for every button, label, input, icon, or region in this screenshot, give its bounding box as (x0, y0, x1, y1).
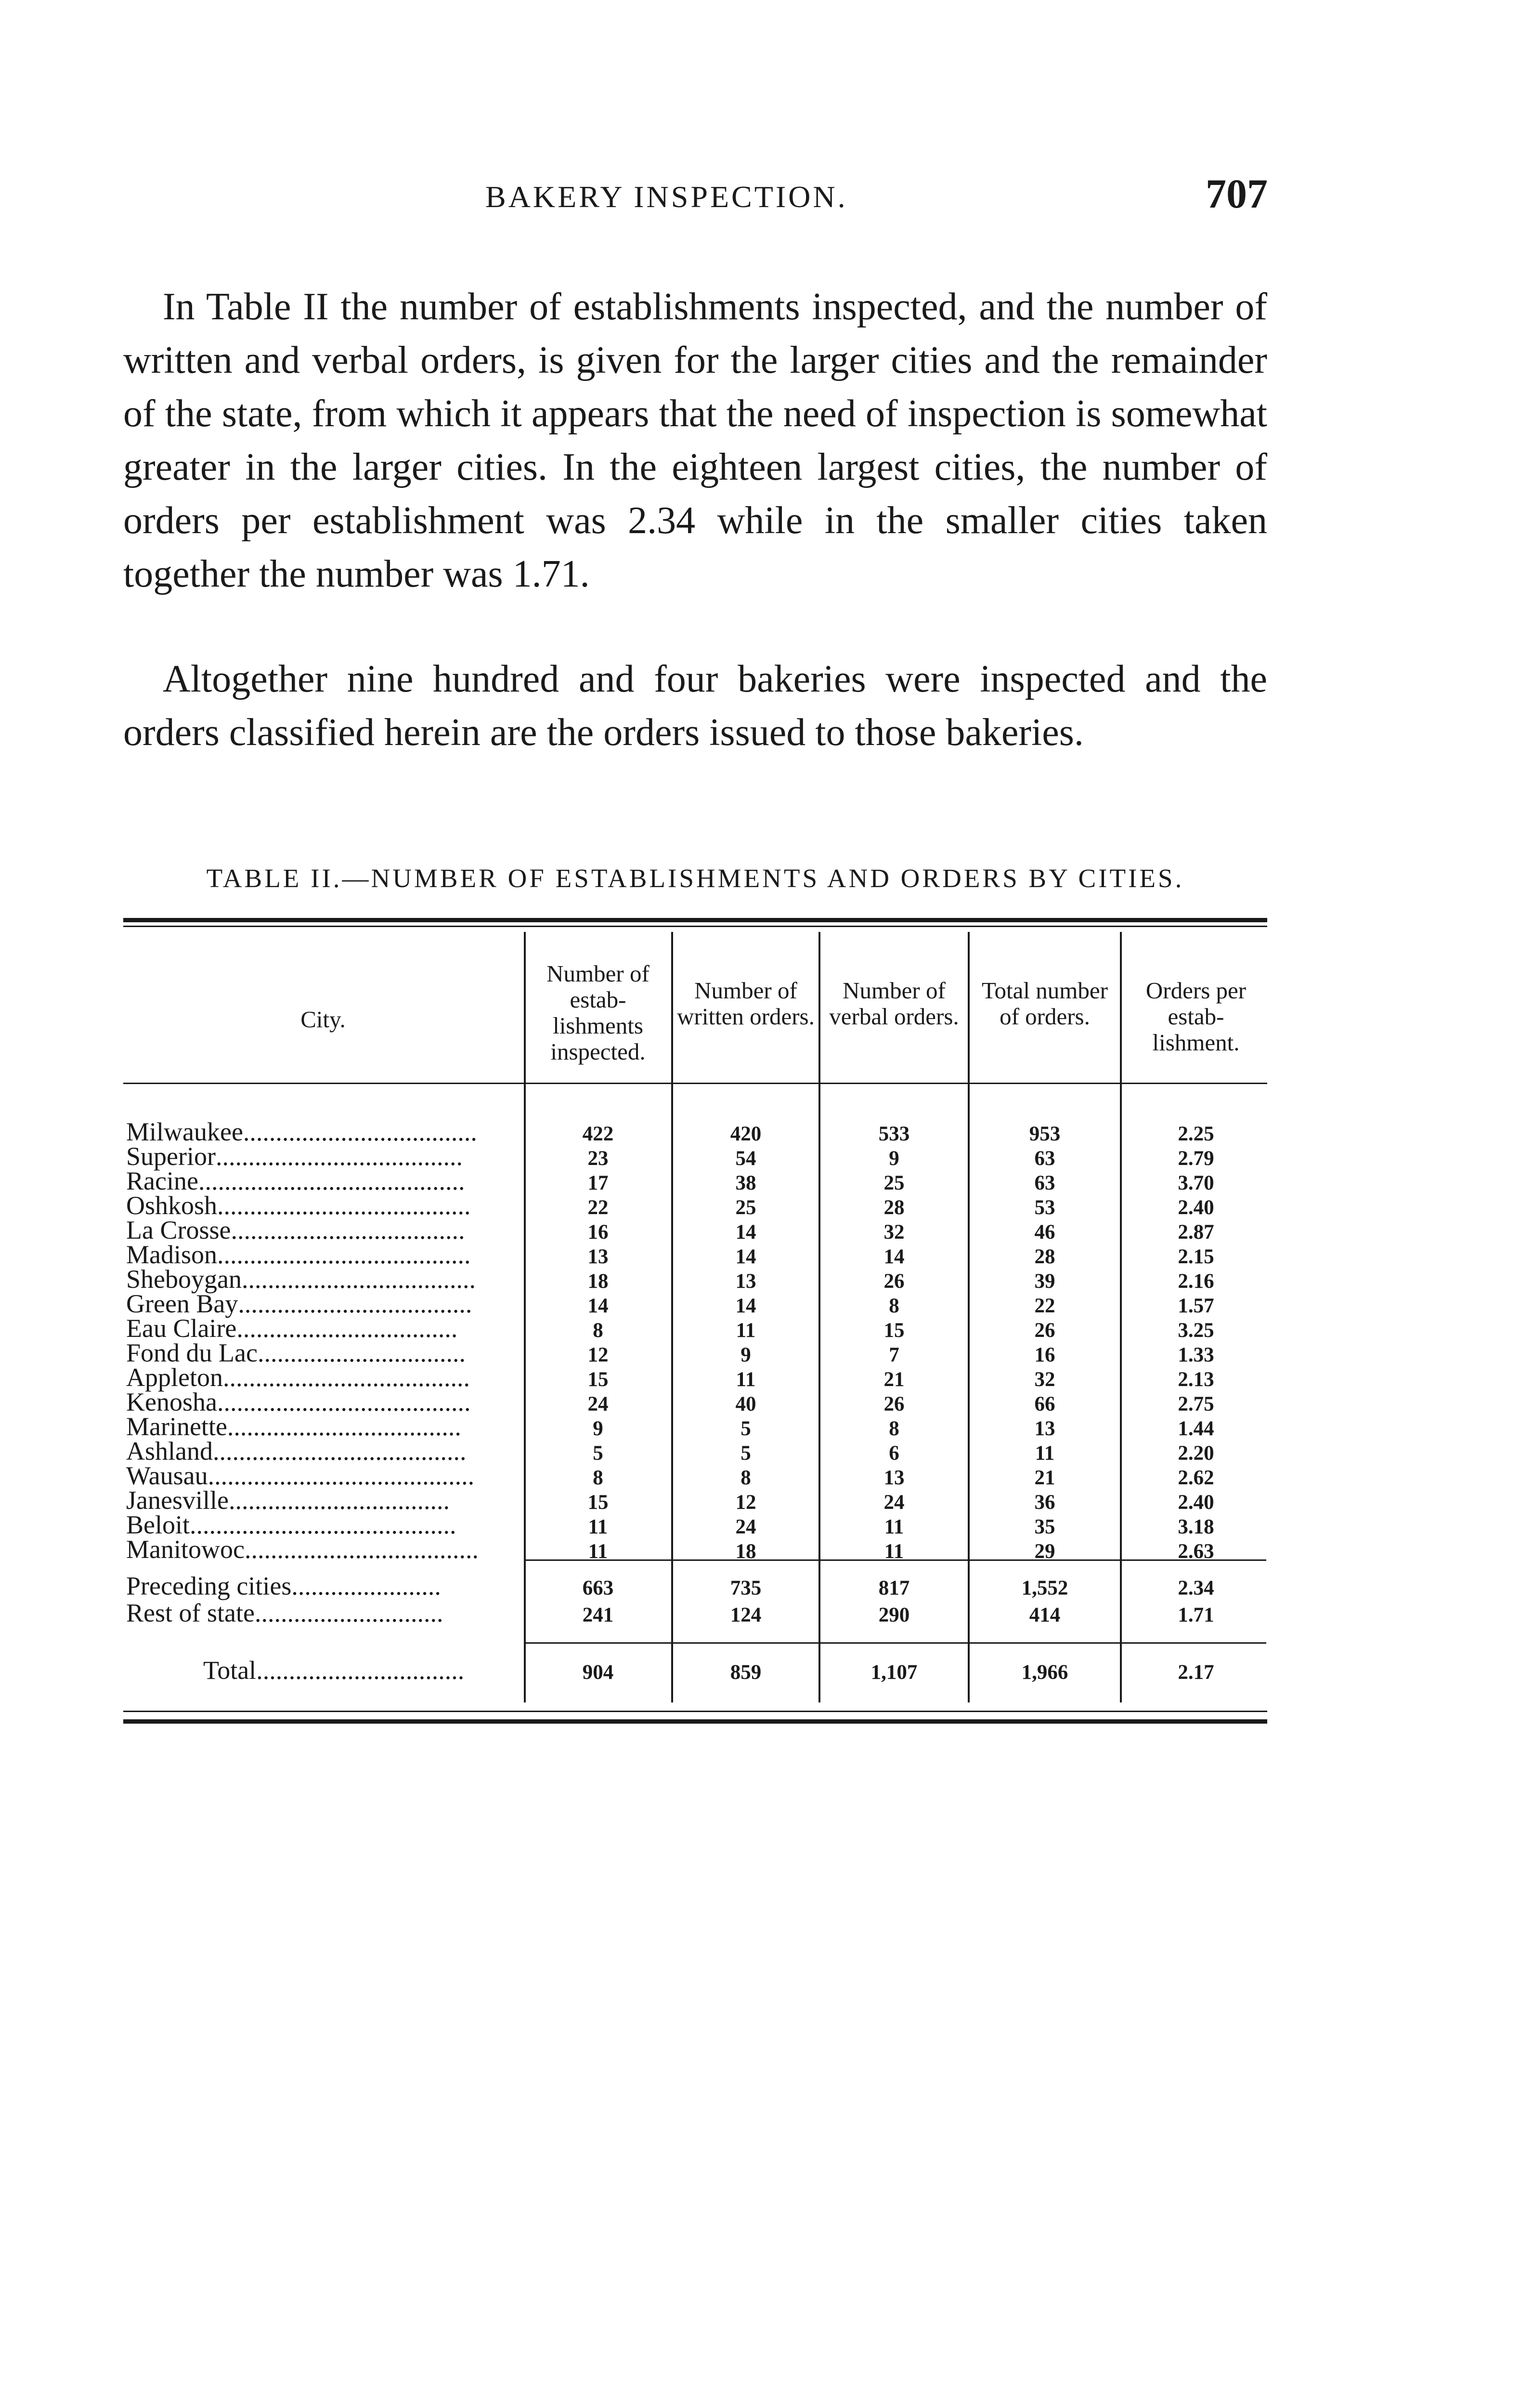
table-row-per-cell: 3.25 (1178, 1319, 1214, 1342)
table-row-city (126, 1414, 461, 1439)
city-label: Eau Claire (126, 1314, 237, 1343)
city-label: Oshkosh (126, 1191, 218, 1220)
table-row-total-cell: 28 (1034, 1245, 1055, 1268)
table-row-verbal-cell: 11 (884, 1540, 904, 1563)
table-row-written-cell: 13 (735, 1270, 756, 1293)
table-row-est-cell: 11 (588, 1516, 608, 1538)
table-row-verbal-cell: 9 (889, 1147, 899, 1170)
city-label: Green Bay (126, 1289, 238, 1318)
table-row-city (126, 1218, 465, 1243)
paragraph-intro: In Table II the number of establishments inspected, and the number of written and verbal orders, is given for the larger cities and the remainder of the state, from which it appears that the need of inspection is somewhat greater in the larger cities. In the eighteen largest cities, the number of orders per establishment was 2.34 while in the smaller cities taken together the number was 1.71. (123, 286, 1267, 595)
table-row-est-cell: 24 (587, 1393, 609, 1415)
dot-leader: ....................... (291, 1571, 441, 1600)
dot-leader: ................................ (257, 1338, 466, 1367)
total-row-total-cell: 1,966 (1021, 1661, 1068, 1684)
table-row-total-cell: 46 (1034, 1221, 1055, 1243)
total-row-verbal-cell: 1,107 (870, 1661, 918, 1684)
city-label: Wausau (126, 1461, 208, 1490)
table-row-total-cell: 36 (1034, 1491, 1055, 1514)
table-row-written-cell: 18 (735, 1540, 756, 1563)
table-row-per-cell: 2.62 (1178, 1466, 1214, 1489)
table-row-est-cell: 15 (587, 1368, 609, 1391)
dot-leader: .................................... (227, 1412, 461, 1441)
dot-leader: ............................. (254, 1598, 443, 1627)
table-row-per-cell: 2.20 (1178, 1442, 1214, 1465)
table-row-total-cell: 63 (1034, 1172, 1055, 1194)
table-row-written-cell: 14 (735, 1221, 756, 1243)
table-row-verbal-cell: 13 (883, 1466, 905, 1489)
table-row-per-cell: 2.13 (1178, 1368, 1214, 1391)
subtotal-row-total-cell: 1,552 (1021, 1577, 1068, 1599)
table-row-written-cell: 40 (735, 1393, 756, 1415)
dot-leader: ...................................... (215, 1142, 463, 1171)
table-row-verbal-cell: 26 (883, 1393, 905, 1415)
subtotal-row-verbal-cell: 290 (878, 1604, 910, 1626)
page-number: 707 (1206, 170, 1268, 217)
table-row-est-cell: 15 (587, 1491, 609, 1514)
table-row-total-cell: 39 (1034, 1270, 1055, 1293)
dot-leader: ................................ (256, 1656, 465, 1685)
city-label: Total (203, 1656, 257, 1685)
city-label: Manitowoc (126, 1535, 245, 1564)
column-divider (1120, 932, 1122, 1702)
table-row-est-cell: 8 (593, 1466, 603, 1489)
table-top-rule-thick (123, 918, 1267, 922)
table-row-est-cell: 17 (587, 1172, 609, 1194)
table-row-written-cell: 12 (735, 1491, 756, 1514)
column-header-city: City. (300, 1006, 346, 1033)
table-row-verbal-cell: 533 (878, 1123, 910, 1145)
table-row-total-cell: 53 (1034, 1196, 1055, 1219)
dot-leader: .................................... (238, 1289, 472, 1318)
subtotal-row-per-cell: 1.71 (1178, 1604, 1214, 1626)
subtotal-row-per-cell: 2.34 (1178, 1577, 1214, 1599)
table-row-est-cell: 12 (587, 1344, 609, 1366)
table-row-written-cell: 5 (741, 1417, 751, 1440)
table-row-per-cell: 2.25 (1178, 1123, 1214, 1145)
column-header-written: Number of written orders. (677, 977, 815, 1030)
table-row-est-cell: 5 (593, 1442, 603, 1465)
table-row-verbal-cell: 26 (883, 1270, 905, 1293)
table-row-written-cell: 38 (735, 1172, 756, 1194)
city-label: Ashland (126, 1437, 213, 1466)
table-row-total-cell: 11 (1035, 1442, 1055, 1465)
table-row-city (126, 1387, 471, 1416)
dot-leader: ....................................... (212, 1437, 467, 1466)
subtotal-row-verbal-cell: 817 (878, 1577, 910, 1599)
subtotal-row-total-cell: 414 (1029, 1604, 1061, 1626)
city-label: Janesville (126, 1486, 229, 1515)
table-row-city (126, 1316, 457, 1341)
dot-leader: ....................................... (217, 1191, 471, 1220)
total-row-est-cell: 904 (582, 1661, 614, 1684)
table-row-est-cell: 11 (588, 1540, 608, 1563)
table-row-city (126, 1461, 475, 1490)
table-row-est-cell: 16 (587, 1221, 609, 1243)
table-row-city (126, 1289, 472, 1318)
city-label: Appleton (126, 1363, 223, 1392)
column-divider (671, 932, 673, 1702)
table-row-written-cell: 8 (741, 1466, 751, 1489)
table-row-verbal-cell: 25 (883, 1172, 905, 1194)
table-bottom-rule-thick (123, 1719, 1267, 1724)
table-row-per-cell: 2.79 (1178, 1147, 1214, 1170)
table-row-per-cell: 2.16 (1178, 1270, 1214, 1293)
table-row-total-cell: 22 (1034, 1295, 1055, 1317)
subtotal-row-est-cell: 241 (582, 1604, 614, 1626)
table-row-per-cell: 3.18 (1178, 1516, 1214, 1538)
table-row-total-cell: 26 (1034, 1319, 1055, 1342)
table-row-per-cell: 1.33 (1178, 1344, 1214, 1366)
table-row-city (126, 1240, 471, 1269)
city-label: Sheboygan (126, 1265, 242, 1294)
table-row-city (126, 1267, 476, 1292)
table-row-total-cell: 29 (1034, 1540, 1055, 1563)
subtotal-row-est-cell: 663 (582, 1577, 614, 1599)
table-row-per-cell: 2.63 (1178, 1540, 1214, 1563)
dot-leader: .................................. (236, 1314, 458, 1343)
city-label: Racine (126, 1166, 198, 1195)
paragraph-summary: Altogether nine hundred and four bakeries were inspected and the orders classified herein are the orders issued to those bakeries. (123, 658, 1267, 754)
table-row-written-cell: 11 (736, 1319, 756, 1342)
table-header-rule (123, 1083, 1267, 1084)
table-row-est-cell: 23 (587, 1147, 609, 1170)
column-divider (524, 932, 526, 1702)
table-row-verbal-cell: 8 (889, 1295, 899, 1317)
table-row-est-cell: 14 (587, 1295, 609, 1317)
table-row-city (126, 1117, 477, 1146)
table-row-verbal-cell: 28 (883, 1196, 905, 1219)
subtotal-row-written-cell: 735 (730, 1577, 762, 1599)
table-row-est-cell: 13 (587, 1245, 609, 1268)
table-row-est-cell: 22 (587, 1196, 609, 1219)
table-row-verbal-cell: 14 (883, 1245, 905, 1268)
column-divider (818, 932, 820, 1702)
table-row-verbal-cell: 8 (889, 1417, 899, 1440)
subtotal-row-written-cell: 124 (730, 1604, 762, 1626)
table-row-per-cell: 2.40 (1178, 1491, 1214, 1514)
table-row-verbal-cell: 21 (883, 1368, 905, 1391)
dot-leader: .................................... (244, 1535, 479, 1564)
table-row-verbal-cell: 6 (889, 1442, 899, 1465)
table-row-verbal-cell: 7 (889, 1344, 899, 1366)
table-row-total-cell: 63 (1034, 1147, 1055, 1170)
dot-leader: ......................................... (190, 1510, 456, 1539)
table-row-total-cell: 35 (1034, 1516, 1055, 1538)
city-label: Marinette (126, 1412, 227, 1441)
table-row-written-cell: 420 (730, 1123, 762, 1145)
column-header-total: Total number of orders. (982, 977, 1108, 1030)
table-row-city (126, 1537, 479, 1562)
city-label: Madison (126, 1240, 217, 1269)
table-row-total-cell: 32 (1034, 1368, 1055, 1391)
table-row-per-cell: 2.75 (1178, 1393, 1214, 1415)
table-top-rule-thin (123, 926, 1267, 927)
column-header-verbal: Number of verbal orders. (829, 977, 959, 1030)
table-row-written-cell: 9 (741, 1344, 751, 1366)
table-row-total-cell: 66 (1034, 1393, 1055, 1415)
table-row-total-cell: 16 (1034, 1344, 1055, 1366)
table-row-city (126, 1365, 470, 1390)
table-row-written-cell: 54 (735, 1147, 756, 1170)
table-row-total-cell: 21 (1034, 1466, 1055, 1489)
city-label: Kenosha (126, 1387, 217, 1416)
table-bottom-rule-thin (123, 1711, 1267, 1712)
table-row-written-cell: 24 (735, 1516, 756, 1538)
table-row-city (126, 1439, 466, 1464)
table-row-written-cell: 5 (741, 1442, 751, 1465)
table-row-total-cell: 13 (1034, 1417, 1055, 1440)
table-row-verbal-cell: 11 (884, 1516, 904, 1538)
table-row-city (126, 1193, 471, 1218)
running-title: BAKERY INSPECTION. (485, 180, 848, 214)
table-row-per-cell: 1.44 (1178, 1417, 1214, 1440)
table-row-written-cell: 11 (736, 1368, 756, 1391)
table-caption: TABLE II.—NUMBER OF ESTABLISHMENTS AND ORDERS BY CITIES. (206, 864, 1184, 893)
table-row-verbal-cell: 15 (883, 1319, 905, 1342)
table-row-per-cell: 2.15 (1178, 1245, 1214, 1268)
dot-leader: ....................................... (217, 1387, 471, 1416)
total-row-written-cell: 859 (730, 1661, 762, 1684)
table-row-city (126, 1510, 456, 1539)
city-label: Preceding cities (126, 1571, 292, 1600)
dot-leader: .................................... (241, 1265, 476, 1294)
dot-leader: .................................. (228, 1486, 450, 1515)
table-row-per-cell: 3.70 (1178, 1172, 1214, 1194)
city-label: Superior (126, 1142, 216, 1171)
dot-leader: ...................................... (222, 1363, 470, 1392)
table-row-est-cell: 18 (587, 1270, 609, 1293)
table-row-est-cell: 8 (593, 1319, 603, 1342)
table-row-verbal-cell: 24 (883, 1491, 905, 1514)
table-row-city (126, 1144, 463, 1169)
city-label: Beloit (126, 1510, 190, 1539)
table-row-est-cell: 422 (582, 1123, 614, 1145)
table-row-verbal-cell: 32 (883, 1221, 905, 1243)
total-row-per-cell: 2.17 (1178, 1661, 1214, 1684)
dot-leader: ....................................... (217, 1240, 471, 1269)
dot-leader: ......................................... (208, 1461, 475, 1490)
city-label: La Crosse (126, 1216, 231, 1244)
table-row-city (126, 1166, 465, 1195)
column-divider (968, 932, 970, 1702)
dot-leader: ......................................... (198, 1166, 465, 1195)
dot-leader: .................................... (243, 1117, 477, 1146)
subtotal-row-city (126, 1598, 443, 1627)
table-row-per-cell: 1.57 (1178, 1295, 1214, 1317)
column-header-establishments: Number of estab- lishments inspected. (546, 960, 650, 1065)
table-row-city (126, 1488, 450, 1513)
dot-leader: .................................... (231, 1216, 465, 1244)
table-row-per-cell: 2.87 (1178, 1221, 1214, 1243)
table-row-per-cell: 2.40 (1178, 1196, 1214, 1219)
table-row-total-cell: 953 (1029, 1123, 1061, 1145)
table-row-written-cell: 25 (735, 1196, 756, 1219)
total-row-city (203, 1658, 464, 1683)
city-label: Milwaukee (126, 1117, 243, 1146)
city-label: Fond du Lac (126, 1338, 258, 1367)
table-row-written-cell: 14 (735, 1245, 756, 1268)
column-header-per-establishment: Orders per estab- lishment. (1145, 977, 1247, 1056)
table-row-city (126, 1338, 466, 1367)
total-rule (525, 1642, 1266, 1644)
table-row-written-cell: 14 (735, 1295, 756, 1317)
subtotal-row-city (126, 1571, 441, 1600)
city-label: Rest of state (126, 1598, 255, 1627)
table-row-est-cell: 9 (593, 1417, 603, 1440)
